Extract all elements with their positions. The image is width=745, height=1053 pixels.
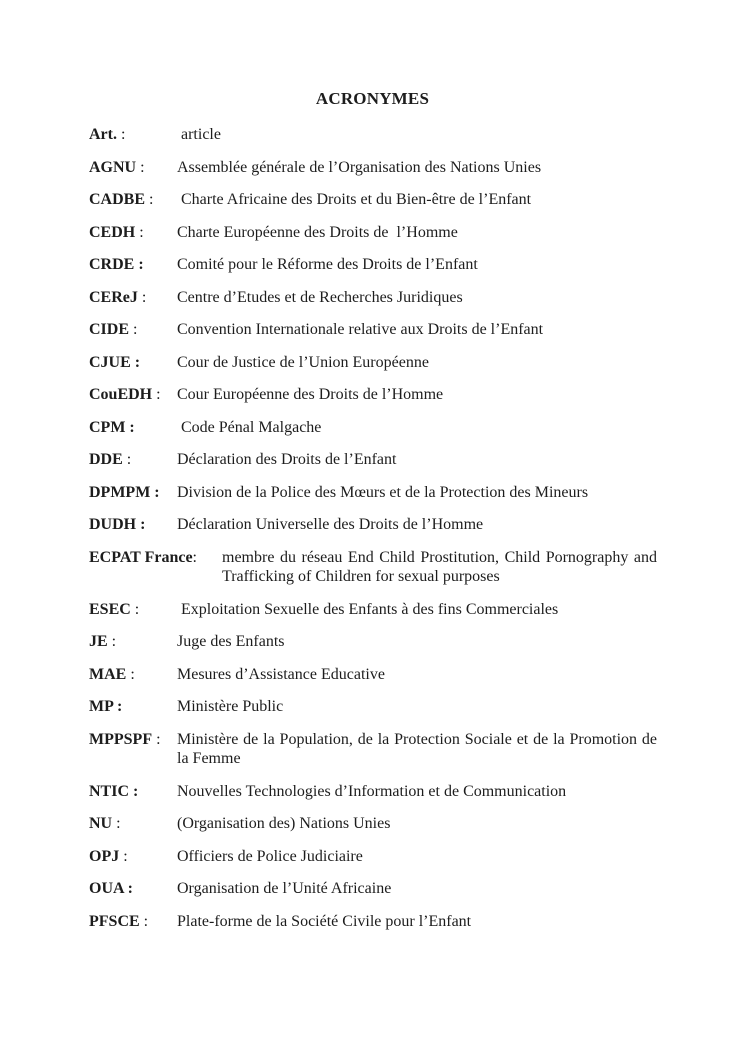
acronym-abbr: CEReJ: [89, 288, 138, 306]
acronym-definition: Cour Européenne des Droits de l’Homme: [177, 386, 444, 403]
acronym-label: [89, 385, 177, 405]
acronym-entry: [89, 125, 657, 145]
acronym-label: [89, 515, 177, 535]
acronym-label: [89, 600, 177, 620]
acronym-definition: Mesures d’Assistance Educative: [177, 665, 385, 683]
acronym-definition: Cour de Justice de l’Union Européenne: [177, 353, 429, 371]
acronym-definition: Organisation de l’Unité Africaine: [177, 880, 392, 897]
acronym-label: [89, 190, 177, 210]
acronym-label: [89, 223, 177, 243]
acronym-abbr: NTIC :: [89, 782, 139, 800]
acronym-definition: Assemblée générale de l’Organisation des Nations Unies: [177, 158, 542, 176]
acronym-abbr: MP :: [89, 698, 123, 715]
acronym-entry: [89, 190, 657, 210]
acronym-label: [89, 288, 177, 308]
acronym-abbr: ESEC: [89, 600, 131, 618]
acronym-colon: :: [116, 126, 126, 143]
acronym-definition: Comité pour le Réforme des Droits de l’Enfant: [177, 256, 478, 273]
acronym-label: [89, 847, 177, 867]
acronym-colon: :: [136, 158, 145, 176]
acronym-label: [89, 450, 177, 470]
acronym-definition: membre du réseau End Child Prostitution, Child Pornography and Trafficking of Children for sexual purposes: [222, 548, 657, 585]
acronym-abbr: DDE: [89, 451, 123, 468]
acronym-definition: Officiers de Police Judiciaire: [177, 847, 363, 865]
acronym-definition: Convention Internationale relative aux Droits de l’Enfant: [177, 321, 544, 338]
acronym-abbr: AGNU: [89, 158, 137, 176]
acronym-entry: [89, 353, 657, 373]
acronym-entry: [89, 515, 657, 535]
acronym-entry: [89, 847, 657, 867]
acronym-entry: [89, 879, 657, 899]
acronym-abbr: CIDE: [89, 321, 130, 338]
acronym-abbr: CJUE :: [89, 353, 141, 371]
acronym-abbr: OUA :: [89, 880, 133, 897]
acronym-label: [89, 353, 177, 373]
acronym-abbr: DPMPM :: [89, 483, 160, 501]
acronym-definition: (Organisation des) Nations Unies: [177, 815, 391, 832]
acronym-entry: [89, 730, 657, 769]
acronym-definition: Code Pénal Malgache: [177, 418, 322, 436]
acronym-entry: [89, 450, 657, 470]
acronym-definition: Déclaration des Droits de l’Enfant: [177, 451, 397, 468]
acronym-abbr: JE: [89, 633, 108, 650]
acronym-entry: [89, 223, 657, 243]
acronym-colon: :: [126, 665, 135, 683]
acronym-colon: :: [192, 548, 197, 566]
acronym-definition: article: [177, 126, 221, 143]
acronym-abbr: Art.: [89, 126, 117, 143]
acronym-entry: [89, 782, 657, 802]
acronym-abbr: CPM :: [89, 418, 135, 436]
acronym-label: [89, 697, 177, 717]
acronym-abbr: DUDH :: [89, 516, 146, 533]
acronym-label: [89, 814, 177, 834]
acronym-entry: [89, 632, 657, 652]
acronym-label: [89, 879, 177, 899]
acronym-colon: :: [137, 288, 147, 306]
acronym-colon: :: [112, 815, 121, 832]
acronym-entry: [89, 548, 657, 587]
acronym-definition: Centre d’Etudes et de Recherches Juridiques: [177, 288, 463, 306]
acronym-definition: Nouvelles Technologies d’Information et de Communication: [177, 782, 567, 800]
acronym-abbr: CADBE: [89, 191, 146, 208]
acronym-abbr: MAE: [89, 665, 127, 683]
acronym-entry: [89, 697, 657, 717]
acronym-abbr: CouEDH: [89, 386, 153, 403]
acronym-label: [89, 632, 177, 652]
acronym-entry: [89, 255, 657, 275]
acronym-definition: Division de la Police des Mœurs et de la Protection des Mineurs: [177, 483, 589, 501]
acronym-definition: Ministère Public: [177, 698, 284, 715]
acronym-label: [89, 665, 177, 685]
acronym-label: [89, 548, 222, 568]
acronym-entry: [89, 158, 657, 178]
acronym-colon: :: [139, 912, 149, 930]
acronym-label: [89, 782, 177, 802]
acronym-label: [89, 730, 177, 750]
acronym-entry: [89, 418, 657, 438]
acronym-colon: :: [130, 600, 140, 618]
acronym-label: [89, 125, 177, 145]
acronym-colon: :: [119, 847, 128, 865]
acronym-abbr: CEDH: [89, 223, 136, 241]
acronym-colon: :: [129, 321, 138, 338]
acronym-entry: [89, 288, 657, 308]
acronym-entry: [89, 912, 657, 932]
acronym-colon: :: [152, 386, 161, 403]
acronym-abbr: OPJ: [89, 847, 120, 865]
acronym-definition: Exploitation Sexuelle des Enfants à des fins Commerciales: [177, 600, 559, 618]
acronym-list: [0, 108, 745, 931]
acronym-label: [89, 418, 177, 438]
acronym-label: [89, 255, 177, 275]
acronym-abbr: ECPAT France: [89, 548, 193, 566]
acronym-definition: Ministère de la Population, de la Protection Sociale et de la Promotion de la Femme: [177, 730, 657, 767]
acronym-definition: Déclaration Universelle des Droits de l’Homme: [177, 516, 484, 533]
acronym-entry: [89, 385, 657, 405]
acronym-colon: :: [122, 451, 132, 468]
acronym-label: [89, 320, 177, 340]
acronym-colon: :: [152, 730, 161, 748]
acronym-abbr: PFSCE: [89, 912, 140, 930]
acronym-label: [89, 158, 177, 178]
acronym-label: [89, 912, 177, 932]
acronym-entry: [89, 600, 657, 620]
acronym-definition: Charte Africaine des Droits et du Bien-être de l’Enfant: [177, 191, 532, 208]
acronym-entry: [89, 665, 657, 685]
acronym-entry: [89, 814, 657, 834]
acronym-entry: [89, 483, 657, 503]
acronym-abbr: CRDE :: [89, 256, 144, 273]
acronym-label: [89, 483, 177, 503]
acronym-abbr: MPPSPF: [89, 730, 153, 748]
acronym-colon: :: [135, 223, 144, 241]
acronym-definition: Plate-forme de la Société Civile pour l’Enfant: [177, 912, 472, 930]
acronym-definition: Charte Européenne des Droits de l’Homme: [177, 223, 458, 241]
acronym-colon: :: [145, 191, 154, 208]
page-title: ACRONYMES: [315, 89, 430, 108]
acronym-abbr: NU: [89, 815, 113, 832]
acronym-definition: Juge des Enfants: [177, 633, 285, 650]
acronym-colon: :: [107, 633, 117, 650]
acronym-entry: [89, 320, 657, 340]
